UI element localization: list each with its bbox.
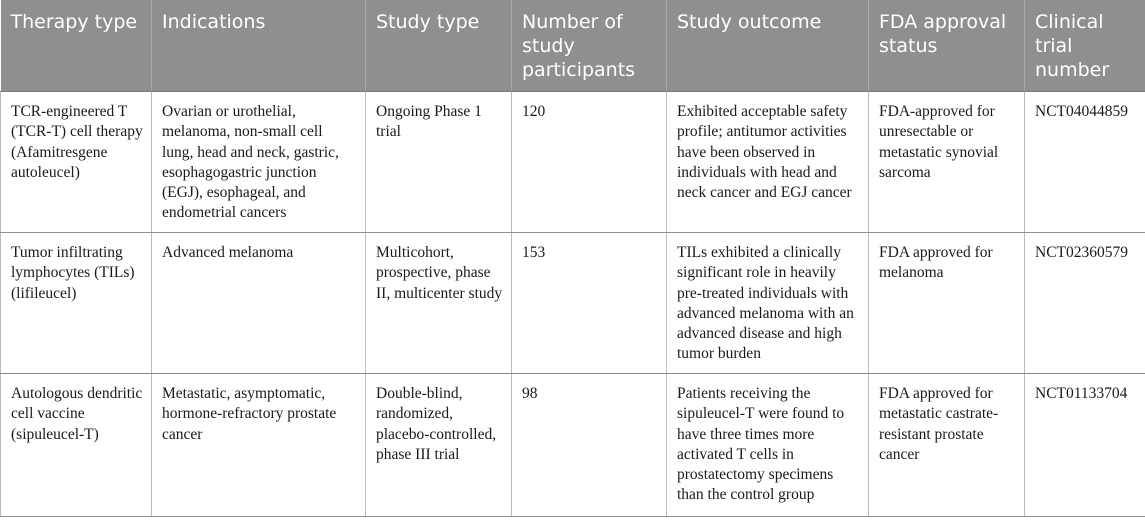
cell-trial-number: NCT01133704 xyxy=(1025,374,1145,517)
header-fda-approval-status: FDA approval status xyxy=(869,0,1025,92)
table-body xyxy=(1,92,1145,517)
cell-participants: 120 xyxy=(512,92,667,233)
cell-study-type: Double-blind, randomized, placebo-controlled, phase III trial xyxy=(366,374,512,517)
header-row xyxy=(1,0,1145,92)
cell-study-outcome: Exhibited acceptable safety profile; antitumor activities have been observed in individuals with head and neck cancer and EGJ cancer xyxy=(667,92,869,233)
table-row xyxy=(1,374,1145,517)
cell-study-type: Ongoing Phase 1 trial xyxy=(366,92,512,233)
header-study-outcome: Study outcome xyxy=(667,0,869,92)
cell-therapy-type: Tumor infiltrating lymphocytes (TILs) (lifileucel) xyxy=(1,233,152,374)
cell-trial-number: NCT02360579 xyxy=(1025,233,1145,374)
cell-fda-status: FDA approved for melanoma xyxy=(869,233,1025,374)
cell-indications: Metastatic, asymptomatic, hormone-refractory prostate cancer xyxy=(152,374,366,517)
cell-study-type: Multicohort, prospective, phase II, multicenter study xyxy=(366,233,512,374)
cell-participants: 98 xyxy=(512,374,667,517)
table-row xyxy=(1,92,1145,233)
cell-participants: 153 xyxy=(512,233,667,374)
header-number-of-participants: Number of study participants xyxy=(512,0,667,92)
cell-therapy-type: TCR-engineered T (TCR-T) cell therapy (Afamitresgene autoleucel) xyxy=(1,92,152,233)
cell-fda-status: FDA approved for metastatic castrate-resistant prostate cancer xyxy=(869,374,1025,517)
header-study-type: Study type xyxy=(366,0,512,92)
cell-indications: Advanced melanoma xyxy=(152,233,366,374)
cell-trial-number: NCT04044859 xyxy=(1025,92,1145,233)
header-therapy-type: Therapy type xyxy=(1,0,152,92)
cell-therapy-type: Autologous dendritic cell vaccine (sipuleucel-T) xyxy=(1,374,152,517)
table-header xyxy=(1,0,1145,92)
cell-study-outcome: TILs exhibited a clinically significant role in heavily pre-treated individuals with advanced melanoma with an advanced disease and high tumor burden xyxy=(667,233,869,374)
header-indications: Indications xyxy=(152,0,366,92)
cell-study-outcome: Patients receiving the sipuleucel-T were found to have three times more activated T cells in prostatectomy specimens than the control group xyxy=(667,374,869,517)
cell-fda-status: FDA-approved for unresectable or metastatic synovial sarcoma xyxy=(869,92,1025,233)
table-row xyxy=(1,233,1145,374)
header-clinical-trial-number: Clinical trial number xyxy=(1025,0,1145,92)
cell-indications: Ovarian or urothelial, melanoma, non-small cell lung, head and neck, gastric, esophagogastric junction (EGJ), esophageal, and endometrial cancers xyxy=(152,92,366,233)
